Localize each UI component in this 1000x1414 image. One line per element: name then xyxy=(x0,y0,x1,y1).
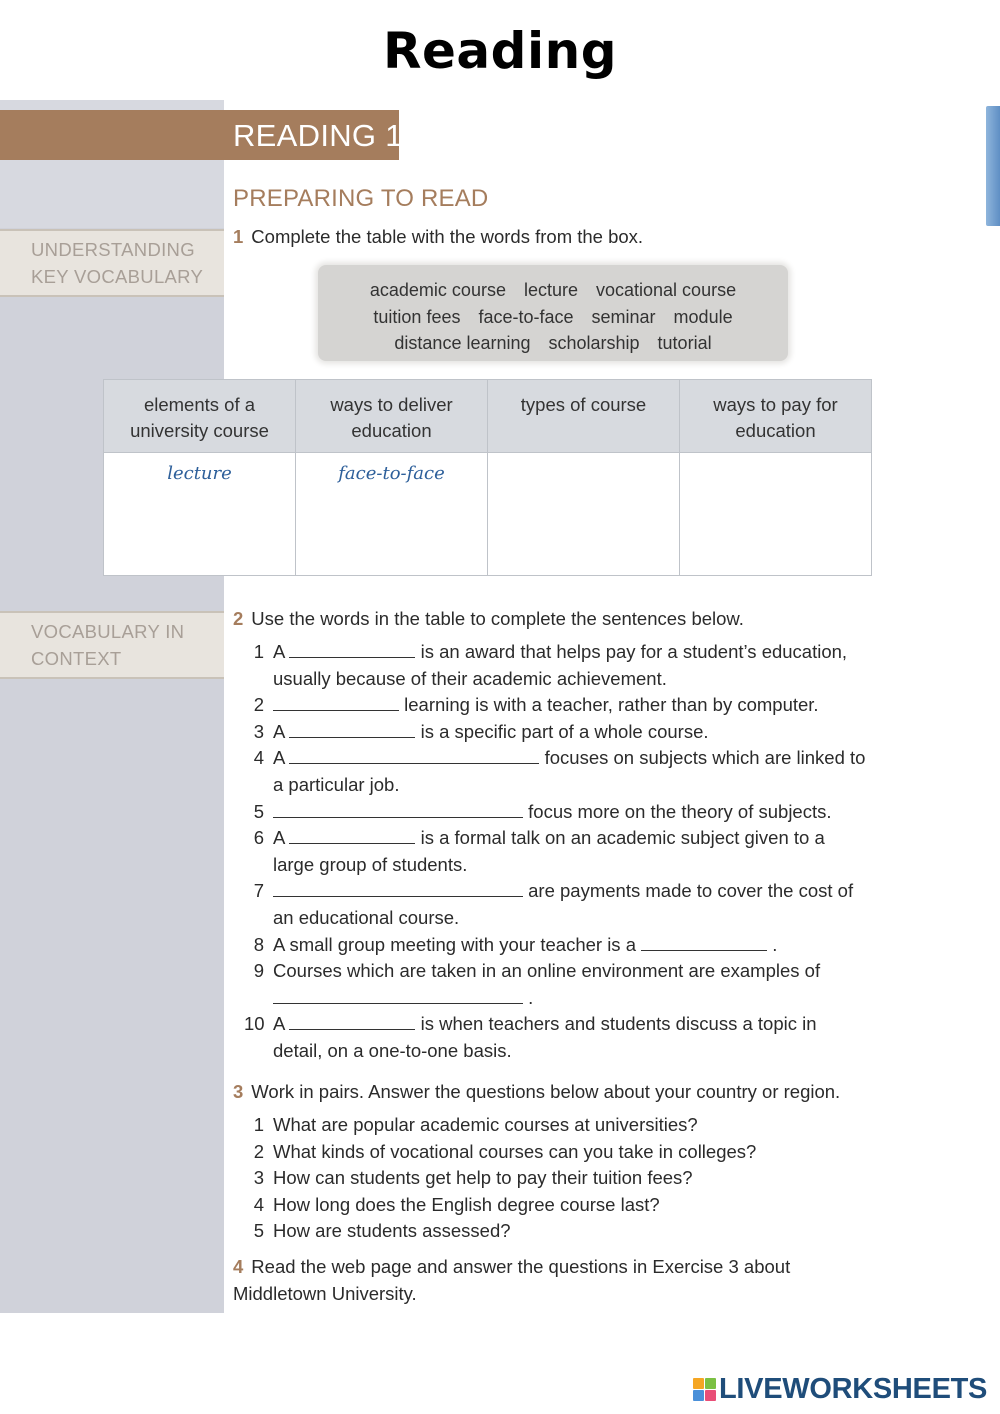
logo-square xyxy=(693,1390,704,1401)
word-item: academic course xyxy=(369,280,506,300)
list-item: 9 Courses which are taken in an online environment are examples of . xyxy=(253,960,821,1008)
exercise-3-instruction xyxy=(233,1081,840,1103)
answer-blank[interactable] xyxy=(289,829,415,844)
answer-blank[interactable] xyxy=(273,882,523,897)
logo-square xyxy=(693,1378,704,1389)
word-box-row xyxy=(318,277,788,304)
exercise-number: 4 xyxy=(233,1256,244,1277)
sidebar-label-line: KEY VOCABULARY xyxy=(31,266,204,287)
word-item: vocational course xyxy=(596,280,737,300)
logo-square xyxy=(705,1390,716,1401)
word-item: distance learning xyxy=(394,333,531,353)
word-box-row xyxy=(318,304,788,331)
list-item: 2 What kinds of vocational courses can you take in colleges? xyxy=(253,1140,757,1162)
list-item: 4 A focuses on subjects which are linked to a particular job. xyxy=(253,747,866,795)
sidebar-label-understanding xyxy=(0,229,224,297)
sidebar-label-line: UNDERSTANDING xyxy=(31,239,195,260)
word-item: face-to-face xyxy=(478,306,574,327)
answer-blank[interactable] xyxy=(273,696,399,711)
section-heading: PREPARING TO READ xyxy=(233,185,489,212)
list-item: 10 A is when teachers and students discuss a topic in detail, on a one-to-one basis. xyxy=(244,1013,817,1061)
table-header: elements of a university course xyxy=(104,380,296,453)
word-item: tutorial xyxy=(657,333,712,353)
word-item: scholarship xyxy=(548,333,640,353)
word-item: module xyxy=(673,306,733,327)
answer-blank[interactable] xyxy=(289,723,415,738)
word-item: lecture xyxy=(523,280,578,300)
list-item: 2 learning is with a teacher, rather than by computer. xyxy=(253,694,819,716)
instruction-text: Complete the table with the words from the box. xyxy=(251,226,644,247)
table-header: ways to deliver education xyxy=(296,380,488,453)
answer-blank[interactable] xyxy=(273,989,523,1004)
list-item: 1 What are popular academic courses at universities? xyxy=(253,1114,698,1135)
word-item: seminar xyxy=(591,306,656,327)
answer-blank[interactable] xyxy=(273,803,523,818)
instruction-text: Use the words in the table to complete the sentences below. xyxy=(251,608,744,629)
instruction-text: Work in pairs. Answer the questions below about your country or region. xyxy=(251,1081,841,1102)
table-header: types of course xyxy=(488,380,680,453)
list-item: 5 focus more on the theory of subjects. xyxy=(253,800,832,822)
answer-cell[interactable]: lecture xyxy=(104,453,296,576)
instruction-text: Read the web page and answer the questions in Exercise 3 about xyxy=(251,1256,791,1277)
list-item: 3 A is a specific part of a whole course. xyxy=(253,720,709,742)
sidebar-label-context xyxy=(0,611,224,679)
list-item: 7 are payments made to cover the cost of an educational course. xyxy=(253,880,854,928)
word-box xyxy=(318,265,788,361)
word-item: tuition fees xyxy=(373,306,461,327)
page-title: Reading xyxy=(383,22,617,80)
list-item: 5 How are students assessed? xyxy=(253,1220,511,1242)
answer-blank[interactable] xyxy=(289,643,415,658)
answer-cell[interactable] xyxy=(488,453,680,576)
answer-blank[interactable] xyxy=(641,936,767,951)
exercise-1-instruction xyxy=(233,226,643,248)
list-item: 8 A small group meeting with your teacher is a . xyxy=(253,933,778,955)
word-box-row xyxy=(318,330,788,357)
page-edge-tab xyxy=(986,106,1000,226)
list-item: 1 A is an award that helps pay for a student’s education, usually because of their academic achievement. xyxy=(253,641,848,689)
exercise-number: 3 xyxy=(233,1081,244,1102)
answer-cell[interactable]: face-to-face xyxy=(296,453,488,576)
exercise-number: 1 xyxy=(233,226,244,247)
exercise-number: 2 xyxy=(233,608,244,629)
list-item: 6 A is a formal talk on an academic subject given to a large group of students. xyxy=(253,827,825,875)
list-item: 3 How can students get help to pay their tuition fees? xyxy=(253,1167,693,1189)
sentence-list xyxy=(244,639,884,1065)
vocabulary-table xyxy=(103,379,872,576)
reading-banner-label: READING 1 xyxy=(233,118,403,153)
exercise-2-instruction xyxy=(233,608,744,630)
list-item: 4 How long does the English degree course last? xyxy=(253,1193,660,1215)
logo-square xyxy=(705,1378,716,1389)
exercise-4-instruction xyxy=(233,1254,790,1307)
question-list xyxy=(244,1112,884,1245)
answer-cell[interactable] xyxy=(680,453,872,576)
instruction-text: Middletown University. xyxy=(233,1282,417,1304)
sidebar-label-line: CONTEXT xyxy=(31,648,122,669)
table-header: ways to pay for education xyxy=(680,380,872,453)
answer-blank[interactable] xyxy=(289,1015,415,1030)
sidebar-label-line: VOCABULARY IN xyxy=(31,621,185,642)
logo-text: LIVEWORKSHEETS xyxy=(719,1372,988,1405)
answer-blank[interactable] xyxy=(289,749,539,764)
liveworksheets-logo[interactable] xyxy=(693,1372,987,1406)
logo-icon xyxy=(693,1378,716,1401)
